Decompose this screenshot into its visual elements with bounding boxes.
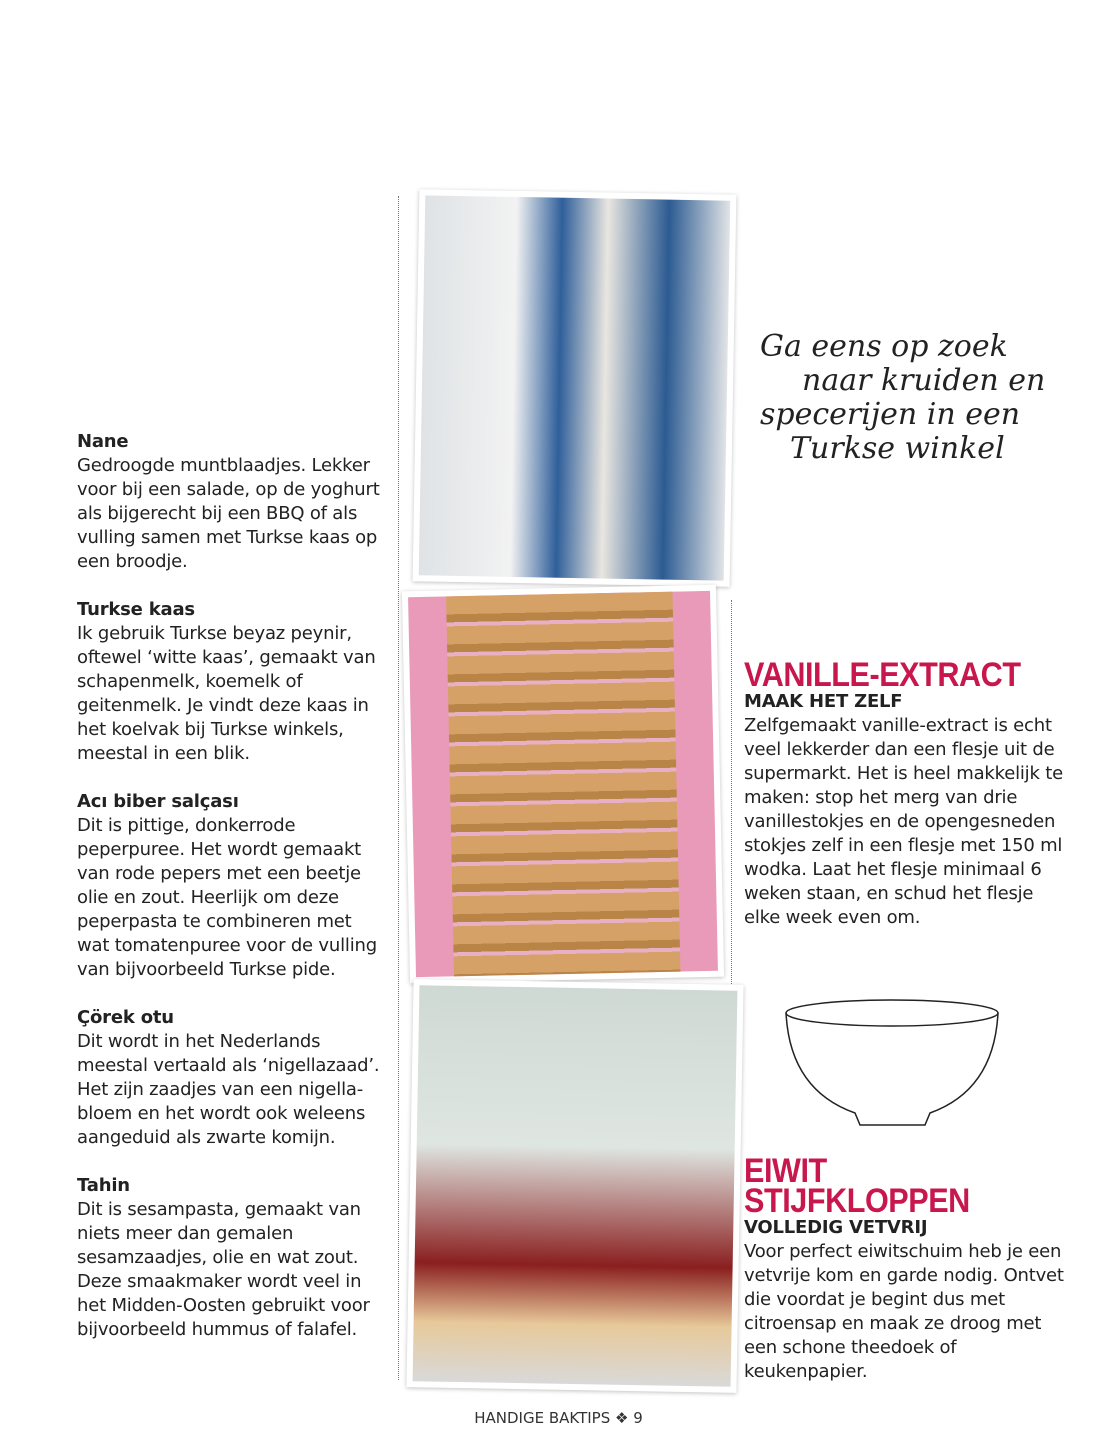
photo-baker-piping [413,189,737,586]
quote-line: Turkse winkel [790,431,1005,466]
quote-line: specerijen in een [760,397,1021,432]
column-divider [398,196,399,1380]
section-title: Nane [77,431,129,452]
handwritten-quote [760,330,1045,466]
section-title: Tahin [77,1175,130,1196]
ingredient-list [77,430,387,1366]
section-tahin [77,1174,387,1342]
quote-line: Ga eens op zoek [760,329,1008,364]
section-nane [77,430,387,574]
bowl-icon [780,995,1005,1130]
section-body: Dit is pittige, donkerrode peperpuree. Het wordt gemaakt van rode pepers met een beetje olie en zout. Heerlijk om deze peperpasta te combineren met wat tomatenpuree voor de vulling van bijvoorbeeld Turkse pide. [77,815,377,980]
section-body: Dit is sesampasta, gemaakt van niets meer dan gemalen sesamzaadjes, olie en wat zout. Deze smaakmaker wordt veel in het Midden-Oosten gebruikt voor bijvoorbeeld hummus of falafel. [77,1199,370,1340]
section-title: Acı biber salçası [77,791,239,812]
eiwit-subtitle: VOLLEDIG VETVRIJ [744,1217,928,1238]
photo-liquor-bottles [406,979,743,1393]
vanille-title: VANILLE-EXTRACT [744,656,1021,694]
section-turkse-kaas [77,598,387,766]
section-body: Dit wordt in het Nederlands meestal vertaald als ‘nigellazaad’. Het zijn zaadjes van een nigella-bloem en het wordt ook weleens aangeduid als zwarte komijn. [77,1031,380,1148]
vanille-body: Zelfgemaakt vanille-extract is echt veel lekkerder dan een flesje uit de supermarkt. Het is heel makkelijk te maken: stop het merg van drie vanillestokjes en de opengesneden stokjes zelf in een flesje met 150 ml wodka. Laat het flesje minimaal 6 weken staan, en schud het flesje elke week even om. [744,715,1063,928]
section-aci-biber [77,790,387,982]
quote-line: naar kruiden en [802,363,1046,398]
eiwit-title: STIJFKLOPPEN [744,1182,970,1220]
eiwit-section [744,1152,1064,1384]
page-footer: HANDIGE BAKTIPS ❖ 9 [474,1409,643,1427]
eiwit-title: EIWIT [744,1152,827,1190]
vanille-subtitle: MAAK HET ZELF [744,691,903,712]
vanille-section [744,656,1064,930]
section-body: Gedroogde muntblaadjes. Lekker voor bij een salade, op de yoghurt als bijgerecht bij een BBQ of als vulling samen met Turkse kaas op een broodje. [77,455,380,572]
eiwit-body: Voor perfect eiwitschuim heb je een vetvrije kom en garde nodig. Ontvet die voordat je begint dus met citroensap en maak ze droog met een schone theedoek of keukenpapier. [744,1241,1064,1382]
section-corek-otu [77,1006,387,1150]
section-body: Ik gebruik Turkse beyaz peynir, oftewel ‘witte kaas’, gemaakt van schapenmelk, koemelk of geitenmelk. Je vindt deze kaas in het koelvak bij Turkse winkels, meestal in een blik. [77,623,376,764]
section-title: Turkse kaas [77,599,195,620]
photo-pistachio-sticks [402,585,724,983]
section-title: Çörek otu [77,1007,174,1028]
